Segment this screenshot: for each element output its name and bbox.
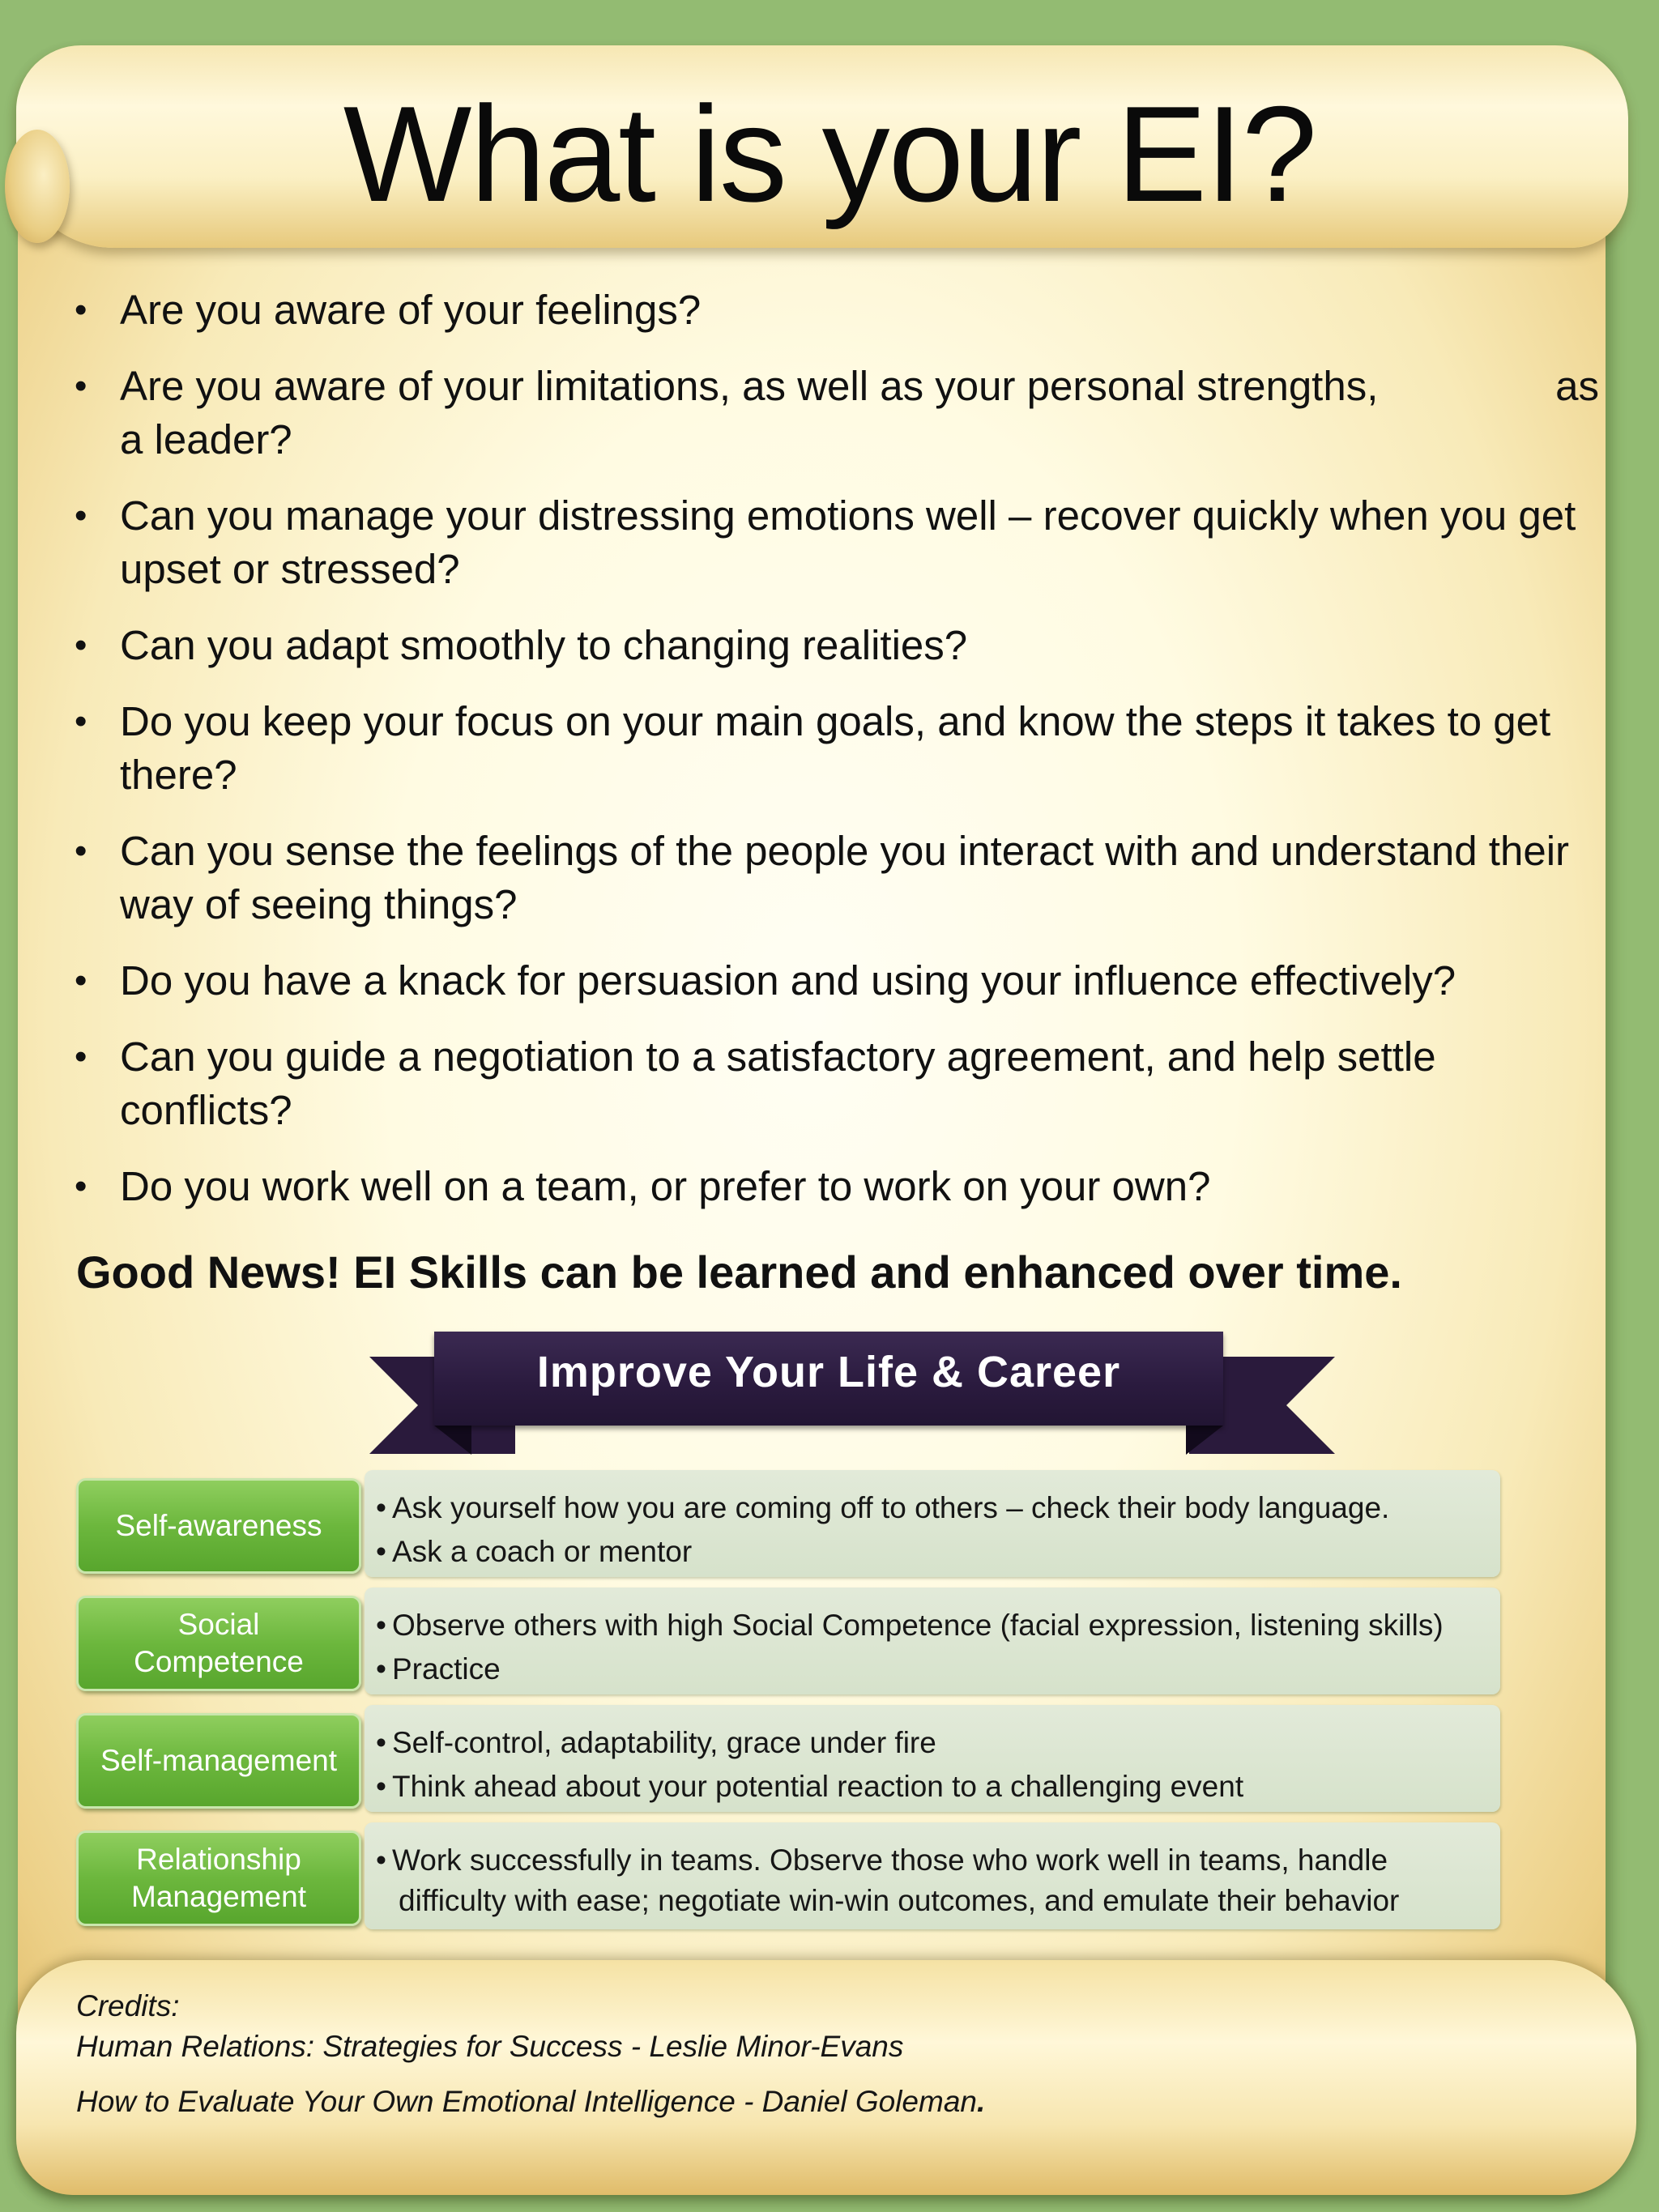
skill-description — [365, 1588, 1500, 1694]
question-text: Can you adapt smoothly to changing realities? — [120, 622, 968, 668]
skill-tip: • Observe others with high Social Competence (facial expression, listening skills) — [376, 1604, 1500, 1647]
question-item — [75, 360, 1606, 467]
skill-label: Self-management — [76, 1713, 361, 1809]
question-item — [75, 619, 1606, 672]
skill-row — [76, 1822, 1500, 1926]
skill-description — [365, 1705, 1500, 1812]
banner-fold-left — [434, 1426, 471, 1455]
question-text: Are you aware of your limitations, as well as your personal strengths, — [120, 363, 1379, 409]
skill-tip-continued: difficulty with ease; negotiate win-win outcomes, and emulate their behavior — [399, 1884, 1400, 1917]
question-list — [75, 283, 1606, 1236]
question-item — [75, 695, 1606, 802]
banner-heading: Improve Your Life & Career — [434, 1332, 1223, 1426]
credit-source — [76, 2082, 1372, 2122]
skill-row — [76, 1470, 1500, 1574]
skill-label: Relationship Management — [76, 1831, 361, 1926]
credit-source-text: How to Evaluate Your Own Emotional Intelligence - Daniel Goleman — [76, 2085, 977, 2118]
question-text: Do you work well on a team, or prefer to work on your own? — [120, 1163, 1211, 1209]
credits — [76, 1986, 1372, 2122]
skill-tip: • Practice — [376, 1647, 1500, 1691]
question-text-continued: a leader? — [120, 416, 292, 462]
skill-tip: • Ask yourself how you are coming off to others – check their body language. — [376, 1486, 1500, 1530]
question-item — [75, 283, 1606, 337]
banner-fold-right — [1186, 1426, 1223, 1455]
question-text: Do you have a knack for persuasion and using your influence effectively? — [120, 957, 1456, 1004]
skill-label: Social Competence — [76, 1596, 361, 1691]
good-news-statement: Good News! EI Skills can be learned and enhanced over time. — [76, 1247, 1402, 1298]
question-item — [75, 489, 1606, 596]
question-trailing-word: as — [1555, 363, 1599, 409]
skill-description — [365, 1470, 1500, 1577]
credits-heading: Credits: — [76, 1989, 180, 2022]
skill-label: Self-awareness — [76, 1478, 361, 1574]
question-text: Can you manage your distressing emotions well – recover quickly when you get upset or stressed? — [120, 492, 1576, 592]
question-item — [75, 1160, 1606, 1213]
skill-tip: • Think ahead about your potential reaction to a challenging event — [376, 1765, 1500, 1809]
skill-tip: • Work successfully in teams. Observe those who work well in teams, handle — [376, 1839, 1500, 1882]
credit-source: Human Relations: Strategies for Success - Leslie Minor-Evans — [76, 2030, 904, 2063]
skill-tip: • Self-control, adaptability, grace under fire — [376, 1721, 1500, 1765]
question-text: Can you guide a negotiation to a satisfactory agreement, and help settle conflicts? — [120, 1034, 1436, 1133]
skill-tip: • Ask a coach or mentor — [376, 1530, 1500, 1574]
skill-row — [76, 1705, 1500, 1809]
skill-description — [365, 1822, 1500, 1929]
question-text: Are you aware of your feelings? — [120, 287, 702, 333]
credit-period: . — [976, 2085, 986, 2118]
question-item — [75, 1030, 1606, 1137]
question-text: Can you sense the feelings of the people you interact with and understand their way of seeing things? — [120, 828, 1570, 927]
question-text: Do you keep your focus on your main goals, and know the steps it takes to get there? — [120, 698, 1551, 798]
skill-row — [76, 1588, 1500, 1691]
question-item — [75, 954, 1606, 1008]
page-title: What is your EI? — [343, 78, 1316, 230]
question-item — [75, 825, 1606, 931]
